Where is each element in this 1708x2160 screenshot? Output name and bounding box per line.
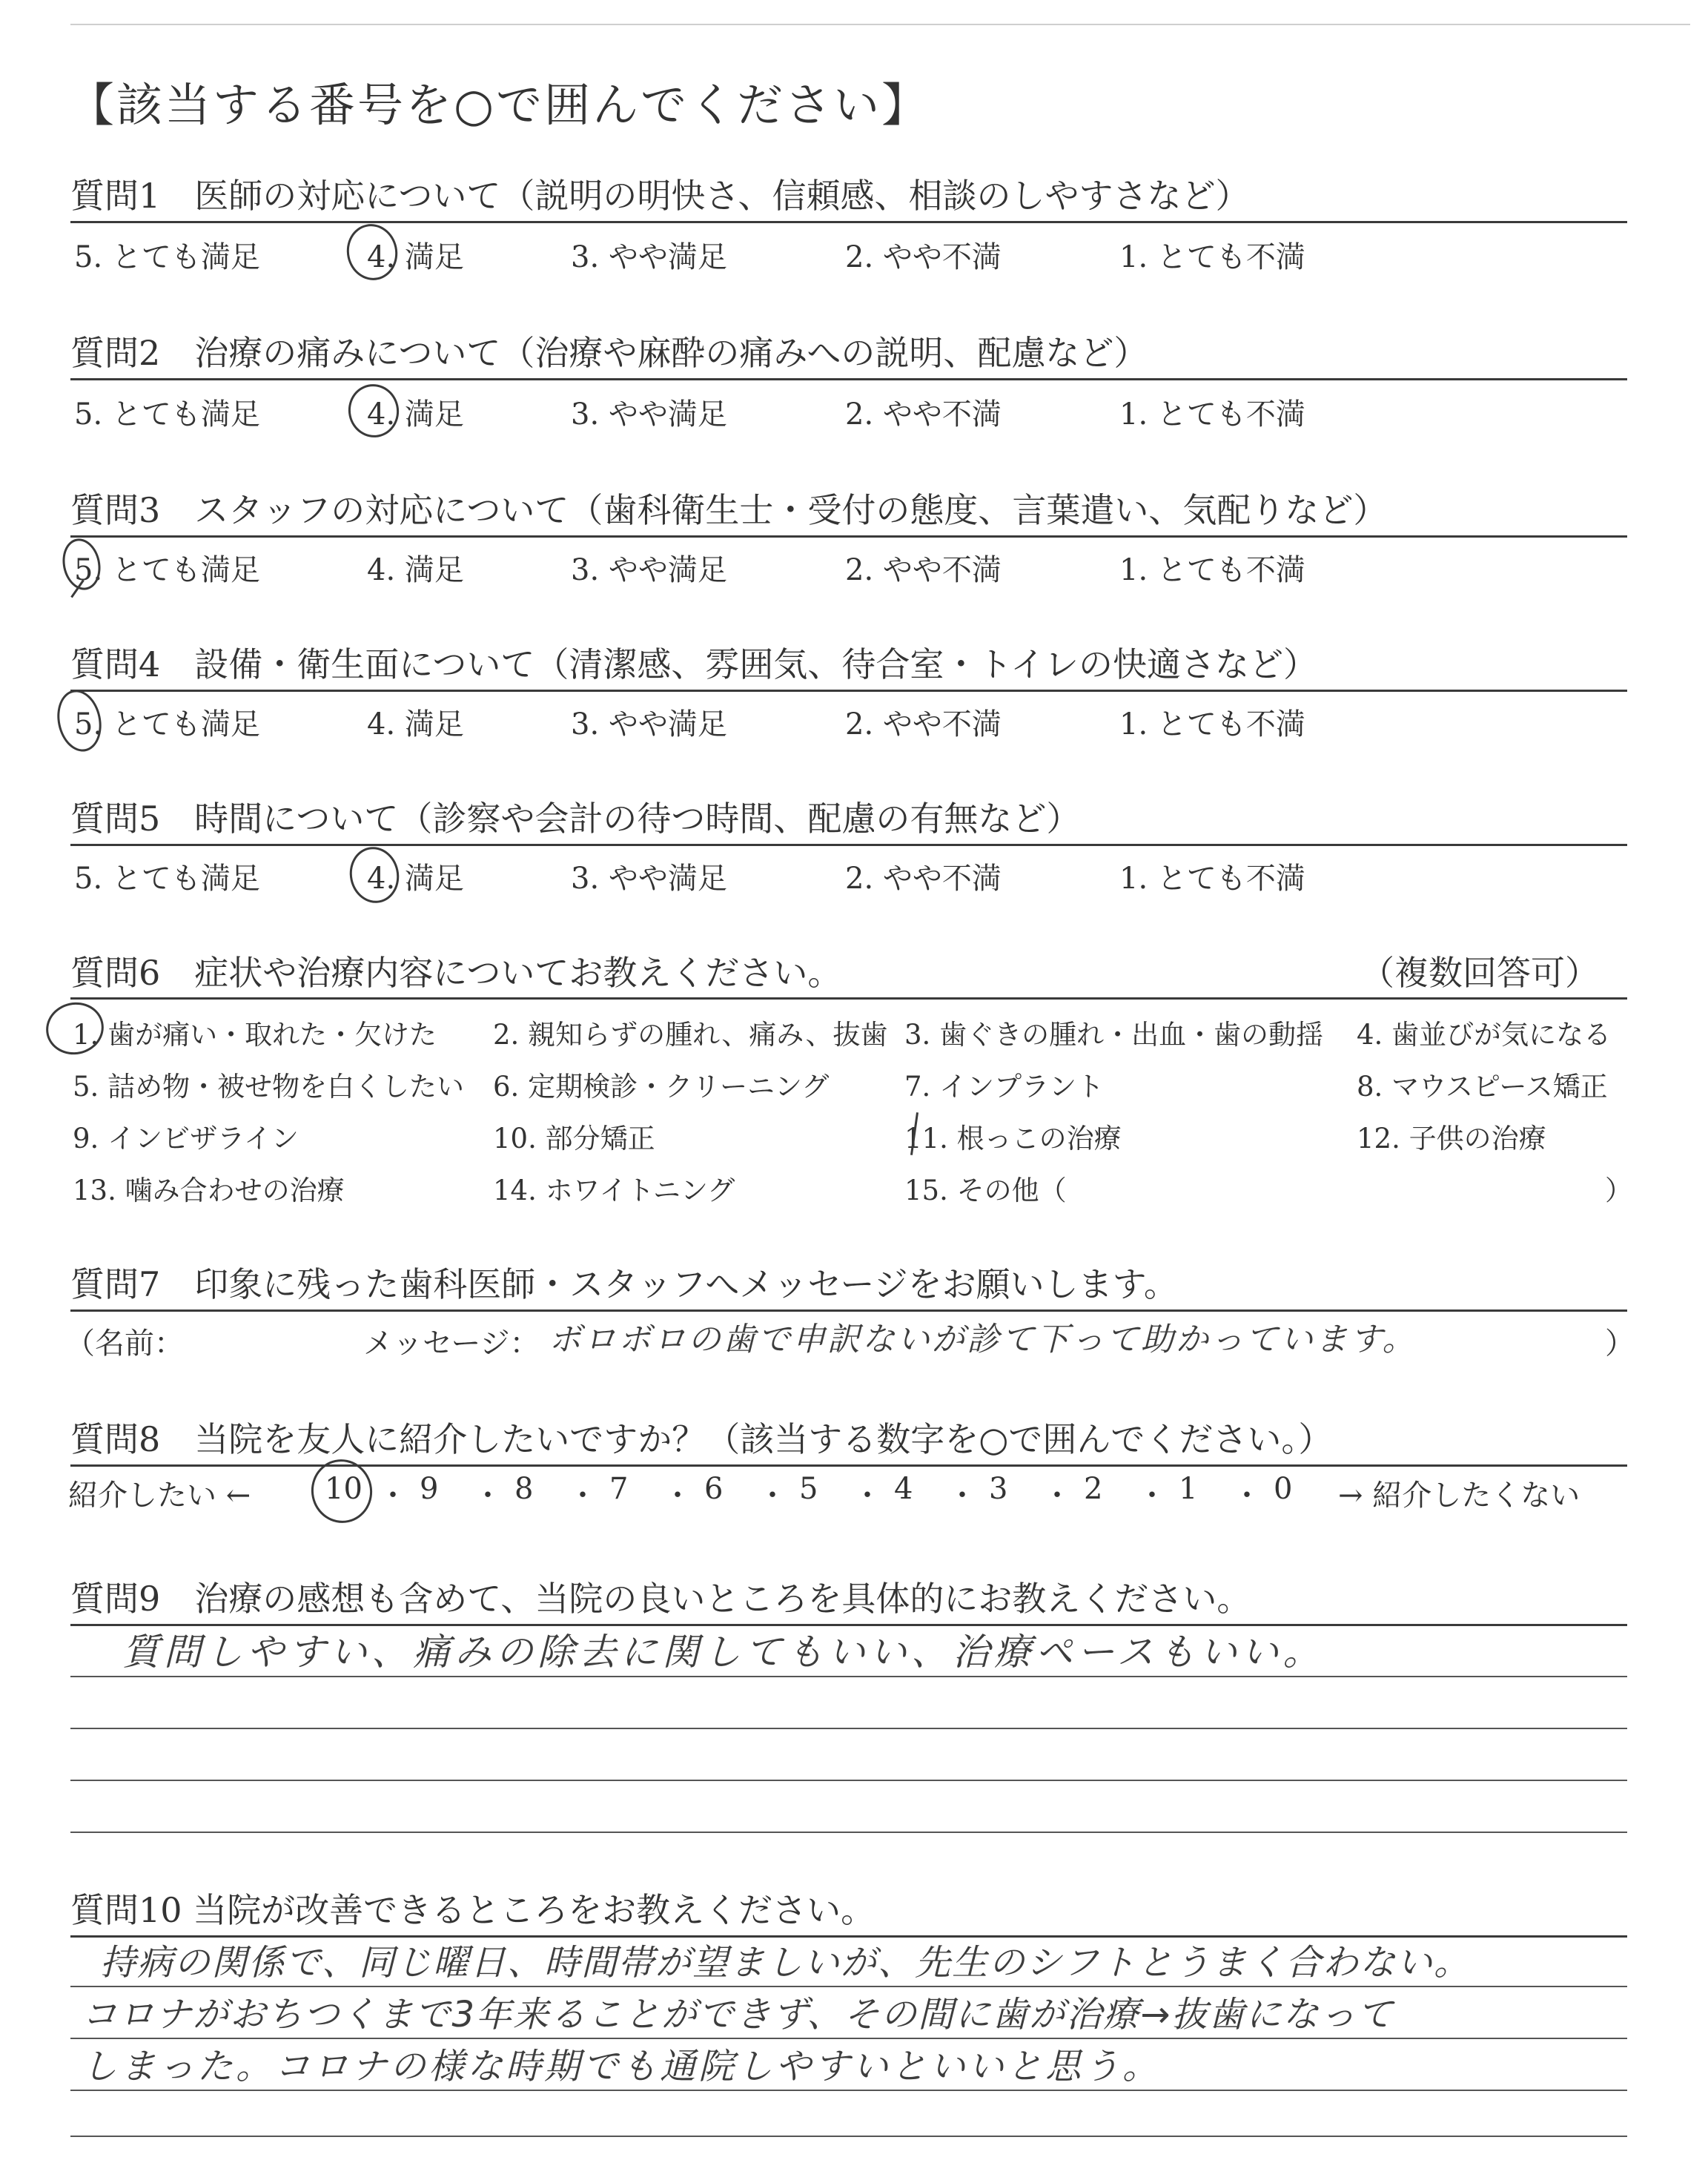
q6-option-8[interactable]: 8. マウスピース矯正 [1357, 1071, 1608, 1103]
q9-line-1 [70, 1676, 1627, 1677]
question-6-note: （複数回答可） [1360, 953, 1599, 993]
question-3-rule [70, 535, 1627, 538]
q1-option-2[interactable]: 2. やや不満 [845, 240, 1002, 274]
q6-option-15-close: ） [1605, 1175, 1632, 1206]
q8-scale-separator: ・ [947, 1479, 977, 1513]
q9-answer-handwriting[interactable]: 質問しやすい、痛みの除去に関してもいい、治療ペースもいい。 [122, 1631, 1325, 1674]
q7-message-handwriting[interactable]: ボロボロの歯で申訳ないが診て下って助かっています。 [549, 1321, 1417, 1358]
question-1-title: 質問1 医師の対応について（説明の明快さ、信頼感、相談のしやすさなど） [70, 176, 1250, 216]
question-7-title: 質問7 印象に残った歯科医師・スタッフへメッセージをお願いします。 [70, 1264, 1178, 1304]
q4-option-4[interactable]: 4. 満足 [367, 707, 464, 742]
q4-option-2[interactable]: 2. やや不満 [845, 707, 1002, 742]
q8-scale-separator: ・ [853, 1479, 882, 1513]
q7-close: ） [1605, 1327, 1635, 1361]
q2-option-4[interactable]: 4. 満足 [367, 397, 464, 432]
q8-scale-9[interactable]: 9 [420, 1472, 439, 1506]
q6-option-11[interactable]: 11. 根っこの治療 [904, 1123, 1122, 1155]
q8-left-label: 紹介したい ← [68, 1479, 251, 1513]
q8-scale-separator: ・ [568, 1479, 598, 1513]
q4-answer-circle [52, 686, 107, 756]
q3-option-5[interactable]: 5. とても満足 [74, 553, 260, 587]
question-6-rule [70, 997, 1627, 1000]
top-border [70, 24, 1690, 25]
q8-scale-3[interactable]: 3 [989, 1472, 1008, 1506]
page-header: 【該当する番号を○で囲んでください】 [68, 78, 930, 132]
q8-scale-separator: ・ [1232, 1479, 1262, 1513]
q10-answer-line-2[interactable]: コロナがおちつくまで3年来ることができず、その間に歯が治療→抜歯になって [82, 1994, 1394, 2035]
q5-option-3[interactable]: 3. やや満足 [571, 862, 727, 896]
q2-option-1[interactable]: 1. とても不満 [1119, 397, 1305, 432]
q8-scale-separator: ・ [1042, 1479, 1072, 1513]
q8-scale-8[interactable]: 8 [514, 1472, 534, 1506]
q8-scale-5[interactable]: 5 [799, 1472, 818, 1506]
q8-scale-6[interactable]: 6 [704, 1472, 724, 1506]
q3-option-2[interactable]: 2. やや不満 [845, 553, 1002, 587]
question-8-title: 質問8 当院を友人に紹介したいですか？（該当する数字を○で囲んでください。） [70, 1419, 1333, 1459]
question-6-title: 質問6 症状や治療内容についてお教えください。 [70, 953, 842, 993]
q7-name-label: （名前： [65, 1327, 184, 1361]
question-8-rule [70, 1464, 1627, 1467]
q3-option-4[interactable]: 4. 満足 [367, 553, 464, 587]
question-4-rule [70, 690, 1627, 692]
q2-option-3[interactable]: 3. やや満足 [571, 397, 727, 432]
q6-option-14[interactable]: 14. ホワイトニング [493, 1175, 735, 1206]
question-7-rule [70, 1309, 1627, 1312]
q3-option-1[interactable]: 1. とても不満 [1119, 553, 1305, 587]
q4-option-1[interactable]: 1. とても不満 [1119, 707, 1305, 742]
q6-option-15[interactable]: 15. その他（ [904, 1175, 1067, 1206]
q6-option-7[interactable]: 7. インプラント [904, 1071, 1105, 1103]
q8-scale-10[interactable]: 10 [325, 1472, 363, 1506]
q9-line-3 [70, 1780, 1627, 1781]
q5-option-2[interactable]: 2. やや不満 [845, 862, 1002, 896]
q8-scale-separator: ・ [758, 1479, 787, 1513]
q6-option-3[interactable]: 3. 歯ぐきの腫れ・出血・歯の動揺 [904, 1019, 1324, 1051]
q8-scale-7[interactable]: 7 [609, 1472, 629, 1506]
q8-scale-1[interactable]: 1 [1179, 1472, 1198, 1506]
q8-scale-0[interactable]: 0 [1274, 1472, 1293, 1506]
q8-right-label: → 紹介したくない [1338, 1479, 1580, 1513]
question-5-rule [70, 844, 1627, 846]
q6-option-10[interactable]: 10. 部分矯正 [493, 1123, 655, 1155]
q6-option-2[interactable]: 2. 親知らずの腫れ、痛み、抜歯 [493, 1019, 888, 1051]
q1-option-1[interactable]: 1. とても不満 [1119, 240, 1305, 274]
question-9-title: 質問9 治療の感想も含めて、当院の良いところを具体的にお教えください。 [70, 1579, 1251, 1619]
q2-option-5[interactable]: 5. とても満足 [74, 397, 260, 432]
q6-option-6[interactable]: 6. 定期検診・クリーニング [493, 1071, 830, 1103]
q10-answer-line-3[interactable]: しまった。コロナの様な時期でも通院しやすいといいと思う。 [82, 2046, 1162, 2087]
q5-option-4[interactable]: 4. 満足 [367, 862, 464, 896]
question-1-rule [70, 221, 1627, 223]
q4-option-3[interactable]: 3. やや満足 [571, 707, 727, 742]
q6-option-4[interactable]: 4. 歯並びが気になる [1357, 1019, 1612, 1051]
q6-option-9[interactable]: 9. インビザライン [73, 1123, 299, 1155]
q6-option-13[interactable]: 13. 噛み合わせの治療 [73, 1175, 345, 1206]
q6-option-1[interactable]: 1. 歯が痛い・取れた・欠けた [73, 1019, 437, 1051]
q10-line-4 [70, 2136, 1627, 2137]
q6-option-5[interactable]: 5. 詰め物・被せ物を白くしたい [73, 1071, 465, 1103]
q1-option-4[interactable]: 4. 満足 [367, 240, 464, 274]
q8-scale-separator: ・ [378, 1479, 408, 1513]
question-5-title: 質問5 時間について（診察や会計の待つ時間、配慮の有無など） [70, 799, 1081, 839]
q8-scale-separator: ・ [473, 1479, 503, 1513]
q10-line-3 [70, 2090, 1627, 2091]
question-10-title: 質問10 当院が改善できるところをお教えください。 [70, 1890, 875, 1930]
question-2-rule [70, 378, 1627, 380]
q8-scale-separator: ・ [663, 1479, 692, 1513]
q5-option-1[interactable]: 1. とても不満 [1119, 862, 1305, 896]
q5-option-5[interactable]: 5. とても満足 [74, 862, 260, 896]
q5-answer-circle [345, 842, 404, 908]
q1-option-3[interactable]: 3. やや満足 [571, 240, 727, 274]
question-4-title: 質問4 設備・衛生面について（清潔感、雰囲気、待合室・トイレの快適さなど） [70, 644, 1318, 684]
question-3-title: 質問3 スタッフの対応について（歯科衛生士・受付の態度、言葉遣い、気配りなど） [70, 490, 1388, 530]
q9-line-2 [70, 1728, 1627, 1729]
q2-option-2[interactable]: 2. やや不満 [845, 397, 1002, 432]
q8-scale-separator: ・ [1137, 1479, 1167, 1513]
q6-option-12[interactable]: 12. 子供の治療 [1357, 1123, 1546, 1155]
q3-option-3[interactable]: 3. やや満足 [571, 553, 727, 587]
question-2-title: 質問2 治療の痛みについて（治療や麻酔の痛みへの説明、配慮など） [70, 333, 1148, 373]
q7-message-label: メッセージ： [363, 1327, 540, 1361]
q8-scale-2[interactable]: 2 [1084, 1472, 1103, 1506]
q1-option-5[interactable]: 5. とても満足 [74, 240, 260, 274]
q9-line-4 [70, 1832, 1627, 1833]
q8-scale-4[interactable]: 4 [894, 1472, 913, 1506]
q10-answer-line-1[interactable]: 持病の関係で、同じ曜日、時間帯が望ましいが、先生のシフトとうまく合わない。 [100, 1942, 1472, 1984]
q4-option-5[interactable]: 5. とても満足 [74, 707, 260, 742]
